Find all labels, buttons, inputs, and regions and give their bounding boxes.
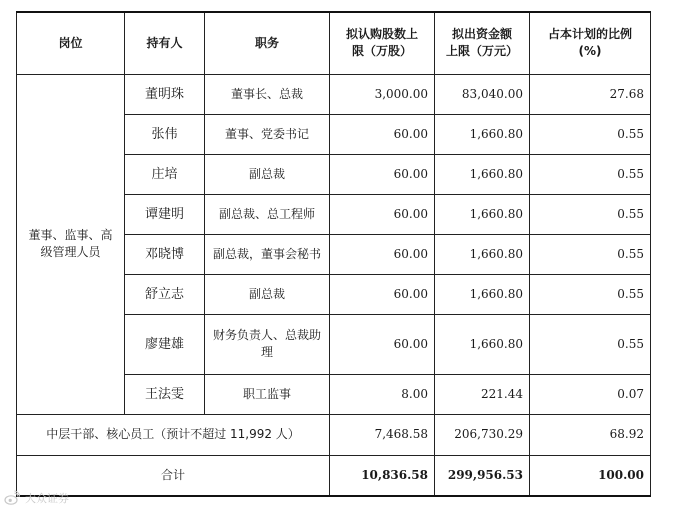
middle-staff-row bbox=[17, 414, 651, 455]
ratio-cell: 0.07 bbox=[530, 374, 651, 414]
shares-cell: 60.00 bbox=[330, 154, 435, 194]
ratio-cell: 0.55 bbox=[530, 274, 651, 314]
group-label-line2: 级管理人员 bbox=[40, 245, 101, 259]
funds-cell: 1,660.80 bbox=[435, 274, 530, 314]
total-ratio-cell: 100.00 bbox=[530, 455, 651, 496]
header-funds-line2: 上限（万元） bbox=[445, 44, 518, 59]
header-holder: 持有人 bbox=[125, 12, 205, 74]
holder-cell: 舒立志 bbox=[125, 274, 205, 314]
ratio-cell: 0.55 bbox=[530, 314, 651, 374]
funds-cell: 1,660.80 bbox=[435, 114, 530, 154]
holder-cell: 谭建明 bbox=[125, 194, 205, 234]
title-line2: 理 bbox=[260, 345, 273, 359]
total-shares-cell: 10,836.58 bbox=[330, 455, 435, 496]
header-funds-line1: 拟出资金额 bbox=[451, 27, 512, 42]
table-row bbox=[17, 74, 651, 114]
ratio-cell: 27.68 bbox=[530, 74, 651, 114]
funds-cell: 1,660.80 bbox=[435, 154, 530, 194]
holder-cell: 邓晓博 bbox=[125, 234, 205, 274]
title-cell: 董事、党委书记 bbox=[205, 114, 330, 154]
watermark-text: 大众证券 bbox=[25, 492, 69, 505]
shares-cell: 60.00 bbox=[330, 234, 435, 274]
holder-cell: 庄培 bbox=[125, 154, 205, 194]
middle-staff-label: 中层干部、核心员工（预计不超过 11,992 人） bbox=[17, 414, 330, 455]
holder-cell: 廖建雄 bbox=[125, 314, 205, 374]
shares-cell: 3,000.00 bbox=[330, 74, 435, 114]
title-line1: 财务负责人、总裁助 bbox=[212, 328, 321, 342]
header-funds bbox=[435, 12, 530, 74]
holder-cell: 张伟 bbox=[125, 114, 205, 154]
header-shares-line1: 拟认购股数上 bbox=[345, 27, 418, 42]
funds-cell: 1,660.80 bbox=[435, 194, 530, 234]
shares-cell: 60.00 bbox=[330, 314, 435, 374]
header-ratio-line1: 占本计划的比例 bbox=[547, 27, 632, 42]
ratio-cell: 0.55 bbox=[530, 114, 651, 154]
table-header-row bbox=[17, 12, 651, 74]
shares-cell: 60.00 bbox=[330, 194, 435, 234]
header-ratio-line2: (%) bbox=[578, 44, 602, 59]
total-label: 合计 bbox=[17, 455, 330, 496]
header-ratio bbox=[530, 12, 651, 74]
title-cell: 董事长、总裁 bbox=[205, 74, 330, 114]
employee-stock-plan-table bbox=[16, 11, 651, 497]
funds-cell: 1,660.80 bbox=[435, 234, 530, 274]
watermark bbox=[4, 488, 69, 508]
header-title: 职务 bbox=[205, 12, 330, 74]
group-label-cell bbox=[17, 74, 125, 414]
shares-cell: 8.00 bbox=[330, 374, 435, 414]
title-cell: 副总裁、总工程师 bbox=[205, 194, 330, 234]
total-row bbox=[17, 455, 651, 496]
holder-cell: 董明珠 bbox=[125, 74, 205, 114]
ratio-cell: 68.92 bbox=[530, 414, 651, 455]
funds-cell: 83,040.00 bbox=[435, 74, 530, 114]
ratio-cell: 0.55 bbox=[530, 234, 651, 274]
group-label-line1: 董事、监事、高 bbox=[28, 228, 113, 242]
funds-cell: 206,730.29 bbox=[435, 414, 530, 455]
title-cell: 副总裁，董事会秘书 bbox=[205, 234, 330, 274]
holder-cell: 王法雯 bbox=[125, 374, 205, 414]
title-cell bbox=[205, 314, 330, 374]
shares-cell: 60.00 bbox=[330, 114, 435, 154]
title-cell: 副总裁 bbox=[205, 154, 330, 194]
shares-cell: 60.00 bbox=[330, 274, 435, 314]
funds-cell: 221.44 bbox=[435, 374, 530, 414]
ratio-cell: 0.55 bbox=[530, 154, 651, 194]
weibo-logo-icon bbox=[4, 490, 20, 506]
header-position: 岗位 bbox=[17, 12, 125, 74]
funds-cell: 1,660.80 bbox=[435, 314, 530, 374]
title-cell: 副总裁 bbox=[205, 274, 330, 314]
total-funds-cell: 299,956.53 bbox=[435, 455, 530, 496]
header-shares-line2: 限（万股） bbox=[351, 44, 412, 59]
title-cell: 职工监事 bbox=[205, 374, 330, 414]
header-shares bbox=[330, 12, 435, 74]
shares-cell: 7,468.58 bbox=[330, 414, 435, 455]
ratio-cell: 0.55 bbox=[530, 194, 651, 234]
